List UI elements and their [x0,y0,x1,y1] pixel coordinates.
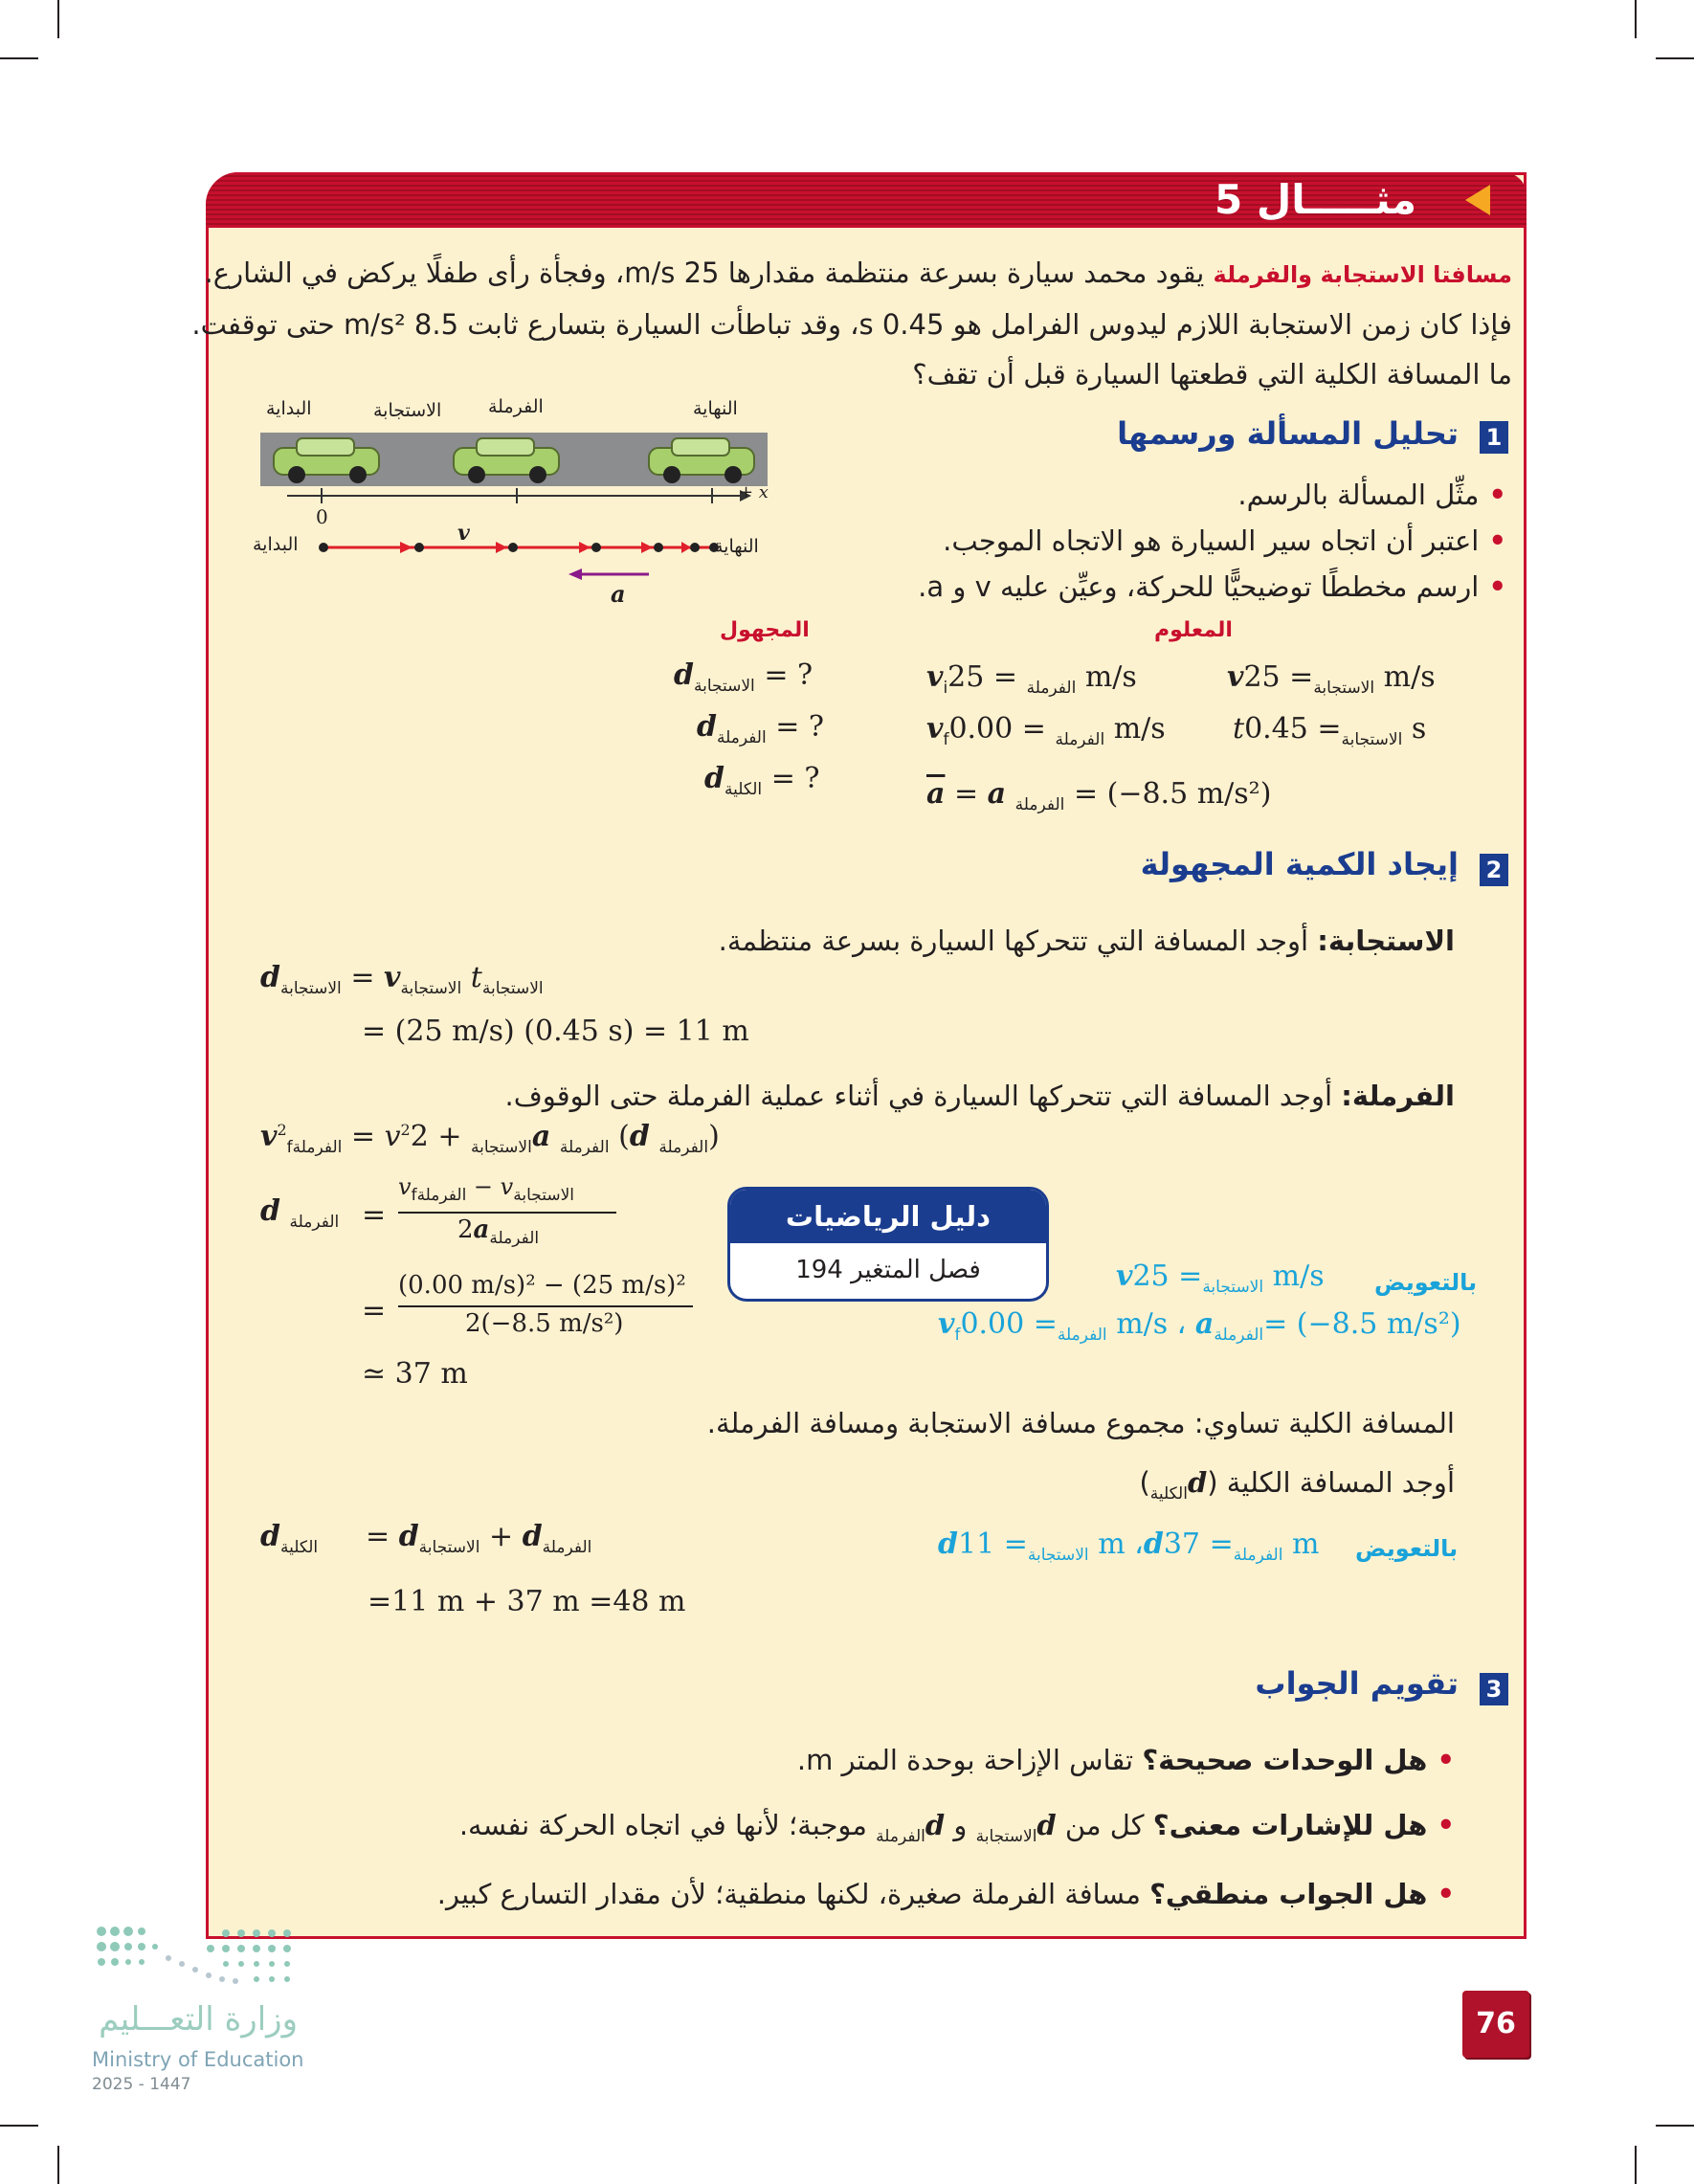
fig-label-a: a [611,580,626,608]
braking-denom-values: 2(−8.5 m/s²) [465,1309,624,1338]
step-1-bullet: • اعتبر أن اتجاه سير السيارة هو الاتجاه الموجب. [943,524,1506,557]
problem-line-3 [172,352,1512,396]
braking-equation: $v^2_{fالفرملة} = v^2_{الاستجابة} + 2$ a $_{الفرملة}$ (d $_{الفرملة}$) [260,1120,720,1157]
known-v-response: v $_{الاستجابة}$= 25 m/s [1227,660,1436,698]
known-vi: $v_i$ $_{الفرملة}$ = 25 m/s [926,660,1137,698]
total-d-label: $d_{الكلية}$ [260,1520,319,1557]
axis-zero-label: 0 [316,505,328,528]
known-a: $\overline{a} = a$ $_{الفرملة}$ = (−8.5 m/s²) [926,777,1272,814]
fig-label-braking: الفرملة [488,396,544,417]
response-instruction: الاستجابة: أوجد المسافة التي تتحركها السيارة بسرعة منتظمة. [718,925,1455,957]
problem-text-1: يقود محمد سيارة بسرعة منتظمة مقدارها 25 m/s، وفجأة رأى طفلًا يركض في الشارع. [204,256,1205,289]
equals-sign: = [362,1198,387,1232]
equals-sign: = [362,1294,387,1327]
evaluation-q1: • هل الوحدات صحيحة؟ تقاس الإزاحة بوحدة المتر m. [796,1744,1455,1776]
known-t-response: t $_{الاستجابة}$= 0.45 s [1233,712,1427,749]
sub-v-response: v $_{الاستجابة}$= 25 m/s [1116,1259,1325,1297]
example-banner [206,172,1527,228]
math-guide-ref: فصل المتغير 194 [795,1256,981,1284]
step-2-badge: 2 [1480,854,1508,886]
fig-label-start2: البداية [253,534,299,555]
fig-label-response: الاستجابة [373,400,442,421]
step-2-title: إيجاد الكمية المجهولة [1140,846,1459,882]
braking-formula-numer: $v_{fالفرملة} - v_{الاستجابة}$ [398,1173,575,1205]
math-guide-box[interactable] [727,1187,1049,1302]
crop-mark [57,2146,59,2184]
braking-formula-denom: $2a_{الفرملة}$ [457,1215,540,1249]
total-result: =11 m + 37 m =48 m [368,1585,686,1618]
step-1-badge: 1 [1480,421,1508,454]
fig-label-start: البداية [266,398,312,419]
sub-vf-a: $v_f$ $_{الفرملة}$= 0.00 m/s ، $a_{الفرملة}= (-8.5$ m/s²) [938,1307,1461,1345]
ministry-logo [92,1920,302,1996]
example-title: مثـــــال 5 [1215,176,1416,223]
page-number: 76 [1462,1991,1529,2058]
total-text: المسافة الكلية تساوي: مجموع مسافة الاستجابة ومسافة الفرملة. [706,1407,1455,1439]
crop-mark [0,2125,38,2127]
evaluation-q2: • هل للإشارات معنى؟ كل من $d_{الاستجابة}$ و $d_{الفرملة}$ موجبة؛ لأنها في اتجاه الحركة نفسه. [458,1809,1455,1846]
problem-line-1 [172,251,1512,297]
fraction-bar [398,1305,693,1307]
problem-line-2 [172,302,1512,346]
problem-text-3: ما المسافة الكلية التي قطعتها السيارة قبل أن تقف؟ [912,358,1512,390]
unknown-d-braking: $d_{الفرملة}$ = ? [697,710,825,747]
evaluation-q3: • هل الجواب منطقي؟ مسافة الفرملة صغيرة، لكنها منطقية؛ لأن مقدار التسارع كبير. [436,1878,1455,1910]
crop-mark [1656,57,1694,59]
braking-numer-values: (0.00 m/s)² − (25 m/s)² [398,1271,686,1300]
ministry-year: 2025 - 1447 [92,2075,191,2094]
math-guide-title: دليل الرياضيات [730,1190,1046,1243]
example-topic: مسافتا الاستجابة والفرملة [1213,261,1512,288]
crop-mark [57,0,59,38]
unknown-d-response: $d_{الاستجابة}$ = ? [674,658,814,696]
unknown-d-total: $d_{الكلية}$ = ? [704,762,820,799]
known-vf: $v_f$ $_{الفرملة}$ = 0.00 m/s [926,712,1166,749]
braking-d-label: d $_{الفرملة}$ [260,1194,340,1232]
axis-x-label: + x [739,482,769,502]
problem-text-2: فإذا كان زمن الاستجابة اللازم ليدوس الفرامل هو 0.45 s، وقد تباطأت السيارة بتسارع ثابت 8.5 m/s² حتى توقفت. [191,308,1512,341]
ministry-name-en: Ministry of Education [92,2048,304,2071]
arrow-left-icon [1465,185,1490,215]
crop-mark [1656,2125,1694,2127]
crop-mark [1635,2146,1637,2184]
step-1-bullet: • ارسم مخططًا توضيحيًّا للحركة، وعيِّن عليه v و a. [918,570,1506,603]
sub-d-values: d $_{الاستجابة}$= 11 m ،d $_{الفرملة}$= 37 m [938,1527,1320,1565]
step-3-badge: 3 [1480,1673,1508,1705]
braking-result: ≃ 37 m [362,1357,468,1391]
substitution-label: بالتعويض [1374,1269,1478,1296]
braking-instruction: الفرملة: أوجد المسافة التي تتحركها السيارة في أثناء عملية الفرملة حتى الوقوف. [504,1080,1455,1112]
unknown-heading: المجهول [720,618,810,642]
crop-mark [0,57,38,59]
step-1-bullet: • مثِّل المسألة بالرسم. [1237,479,1506,511]
find-total: أوجد المسافة الكلية $(d_{الكلية})$ [1139,1466,1455,1504]
substitution-label: بالتعويض [1355,1535,1459,1562]
step-1-title: تحليل المسألة ورسمها [1117,415,1459,452]
ministry-name-ar: وزارة التعـــليم [99,2000,298,2039]
acceleration-arrow [568,568,649,580]
fig-label-end: النهاية [693,398,738,419]
step-3-title: تقويم الجواب [1255,1665,1459,1702]
response-result: = (25 m/s) (0.45 s) = 11 m [362,1014,749,1048]
fig-label-v: v [457,521,470,546]
crop-mark [1635,0,1637,38]
fraction-bar [398,1212,616,1214]
known-heading: المعلوم [1154,618,1233,642]
response-formula: $d_{الاستجابة} = v_{الاستجابة}$ $t_{الاستجابة}$ [260,961,544,998]
ministry-dots-icon [92,1920,302,1996]
fig-label-end2: النهاية [714,536,759,557]
total-formula: = $d_{الاستجابة} + d_{الفرملة}$ [366,1520,592,1557]
